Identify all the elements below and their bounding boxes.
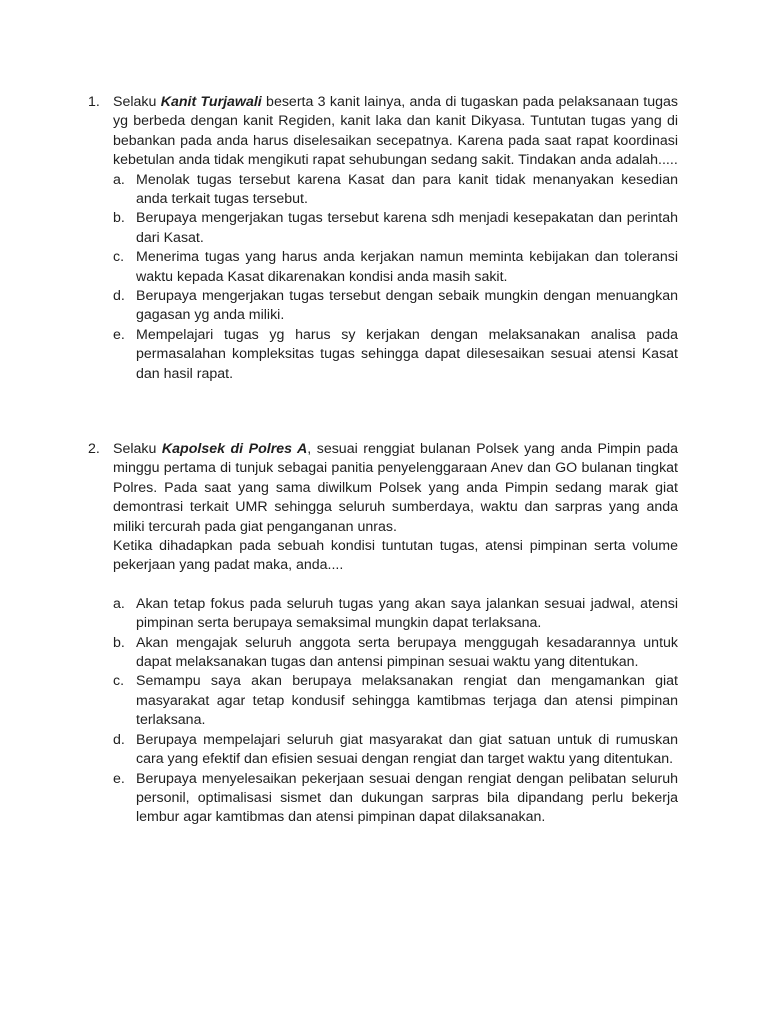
- option-letter: a.: [113, 171, 125, 188]
- option-letter: b.: [113, 634, 125, 651]
- question-number: 2.: [88, 441, 100, 457]
- answer-options: [113, 595, 678, 828]
- option-text: Berupaya mengerjakan tugas tersebut karena sdh menjadi kesepakatan dan perintah dari Kasat.: [136, 210, 678, 246]
- answer-option-a: [113, 595, 678, 634]
- option-text: Berupaya menyelesaikan pekerjaan sesuai dengan rengiat dengan pelibatan seluruh personil, optimalisasi sismet dan dukungan sarpras bila dipandang perlu bekerja lembur agar kamtibmas dan atensi pimpinan dapat dilaksanakan.: [136, 770, 678, 826]
- option-letter: b.: [113, 210, 125, 227]
- answer-option-b: [113, 209, 678, 248]
- question-intro: Selaku: [113, 441, 162, 457]
- question-1: [88, 93, 678, 384]
- question-text: beserta 3 kanit lainya, anda di tugaskan pada pelaksanaan tugas yg berbeda dengan kanit Regiden, kanit laka dan kanit Dikyasa. Tuntutan tugas yang di bebankan pada anda harus diselesaikan secepatnya. Karena pada saat rapat koordinasi kebetulan anda tidak mengikuti rapat sehubungan sedang sakit. Tindakan anda adalah.....: [113, 94, 678, 169]
- option-text: Semampu saya akan berupaya melaksanakan rengiat dan mengamankan giat masyarakat agar tetap kondusif sehingga kamtibmas terjaga dan atensi pimpinan terlaksana.: [136, 673, 678, 729]
- answer-option-d: [113, 287, 678, 326]
- answer-option-a: [113, 171, 678, 210]
- question-role: Kapolsek di Polres A: [161, 441, 308, 457]
- question-role: Kanit Turjawali: [160, 94, 262, 110]
- answer-option-e: [113, 326, 678, 384]
- question-prompt: Ketika dihadapkan pada sebuah kondisi tuntutan tugas, atensi pimpinan serta volume pekerjaan yang padat maka, anda....: [113, 538, 678, 574]
- question-stem: [113, 440, 678, 537]
- option-text: Akan mengajak seluruh anggota serta berupaya menggugah kesadarannya untuk dapat melaksanakan tugas dan antensi pimpinan sesuai waktu yang ditentukan.: [136, 634, 678, 671]
- option-text: Akan tetap fokus pada seluruh tugas yang akan saya jalankan sesuai jadwal, atensi pimpinan serta berupaya semaksimal mungkin dapat terlaksana.: [136, 595, 678, 632]
- option-text: Berupaya mempelajari seluruh giat masyarakat dan giat satuan untuk di rumuskan cara yang efektif dan efisien sesuai dengan rengiat dan target waktu yang ditentukan.: [136, 731, 678, 768]
- option-letter: c.: [113, 249, 125, 266]
- option-text: Berupaya mengerjakan tugas tersebut dengan sebaik mungkin dengan menuangkan gagasan yg anda miliki.: [136, 288, 678, 324]
- question-intro: Selaku: [113, 94, 161, 110]
- answer-option-d: [113, 731, 678, 770]
- option-letter: e.: [113, 770, 125, 787]
- question-body: [113, 440, 678, 828]
- option-letter: d.: [113, 288, 125, 305]
- answer-option-c: [113, 672, 678, 730]
- question-number: 1.: [88, 94, 100, 110]
- answer-option-c: [113, 248, 678, 287]
- option-letter: e.: [113, 326, 125, 343]
- question-body: [113, 93, 678, 384]
- option-text: Menerima tugas yang harus anda kerjakan namun meminta kebijakan dan toleransi waktu kepada Kasat dikarenakan kondisi anda masih sakit.: [136, 249, 678, 285]
- option-letter: a.: [113, 595, 125, 612]
- question-stem: [113, 93, 678, 171]
- option-letter: d.: [113, 731, 125, 748]
- answer-option-b: [113, 634, 678, 673]
- question-text: , sesuai renggiat bulanan Polsek yang anda Pimpin pada minggu pertama di tunjuk sebagai panitia penyelenggaraan Anev dan GO bulanan tingkat Polres. Pada saat yang sama diwilkum Polsek yang anda Pimpin sedang marak giat demontrasi terkait UMR sehingga seluruh sumberdaya, waktu dan sarpras yang anda miliki tercurah pada giat penganganan unras.: [113, 441, 679, 535]
- option-letter: c.: [113, 673, 125, 690]
- option-text: Menolak tugas tersebut karena Kasat dan para kanit tidak menanyakan kesedian anda terkait tugas tersebut.: [136, 171, 678, 208]
- answer-option-e: [113, 770, 678, 828]
- answer-options: [113, 171, 678, 384]
- option-text: Mempelajari tugas yg harus sy kerjakan dengan melaksanakan analisa pada permasalahan kompleksitas tugas sehingga dapat dilesesaikan sesuai atensi Kasat dan hasil rapat.: [136, 326, 678, 382]
- question-2: [88, 440, 678, 828]
